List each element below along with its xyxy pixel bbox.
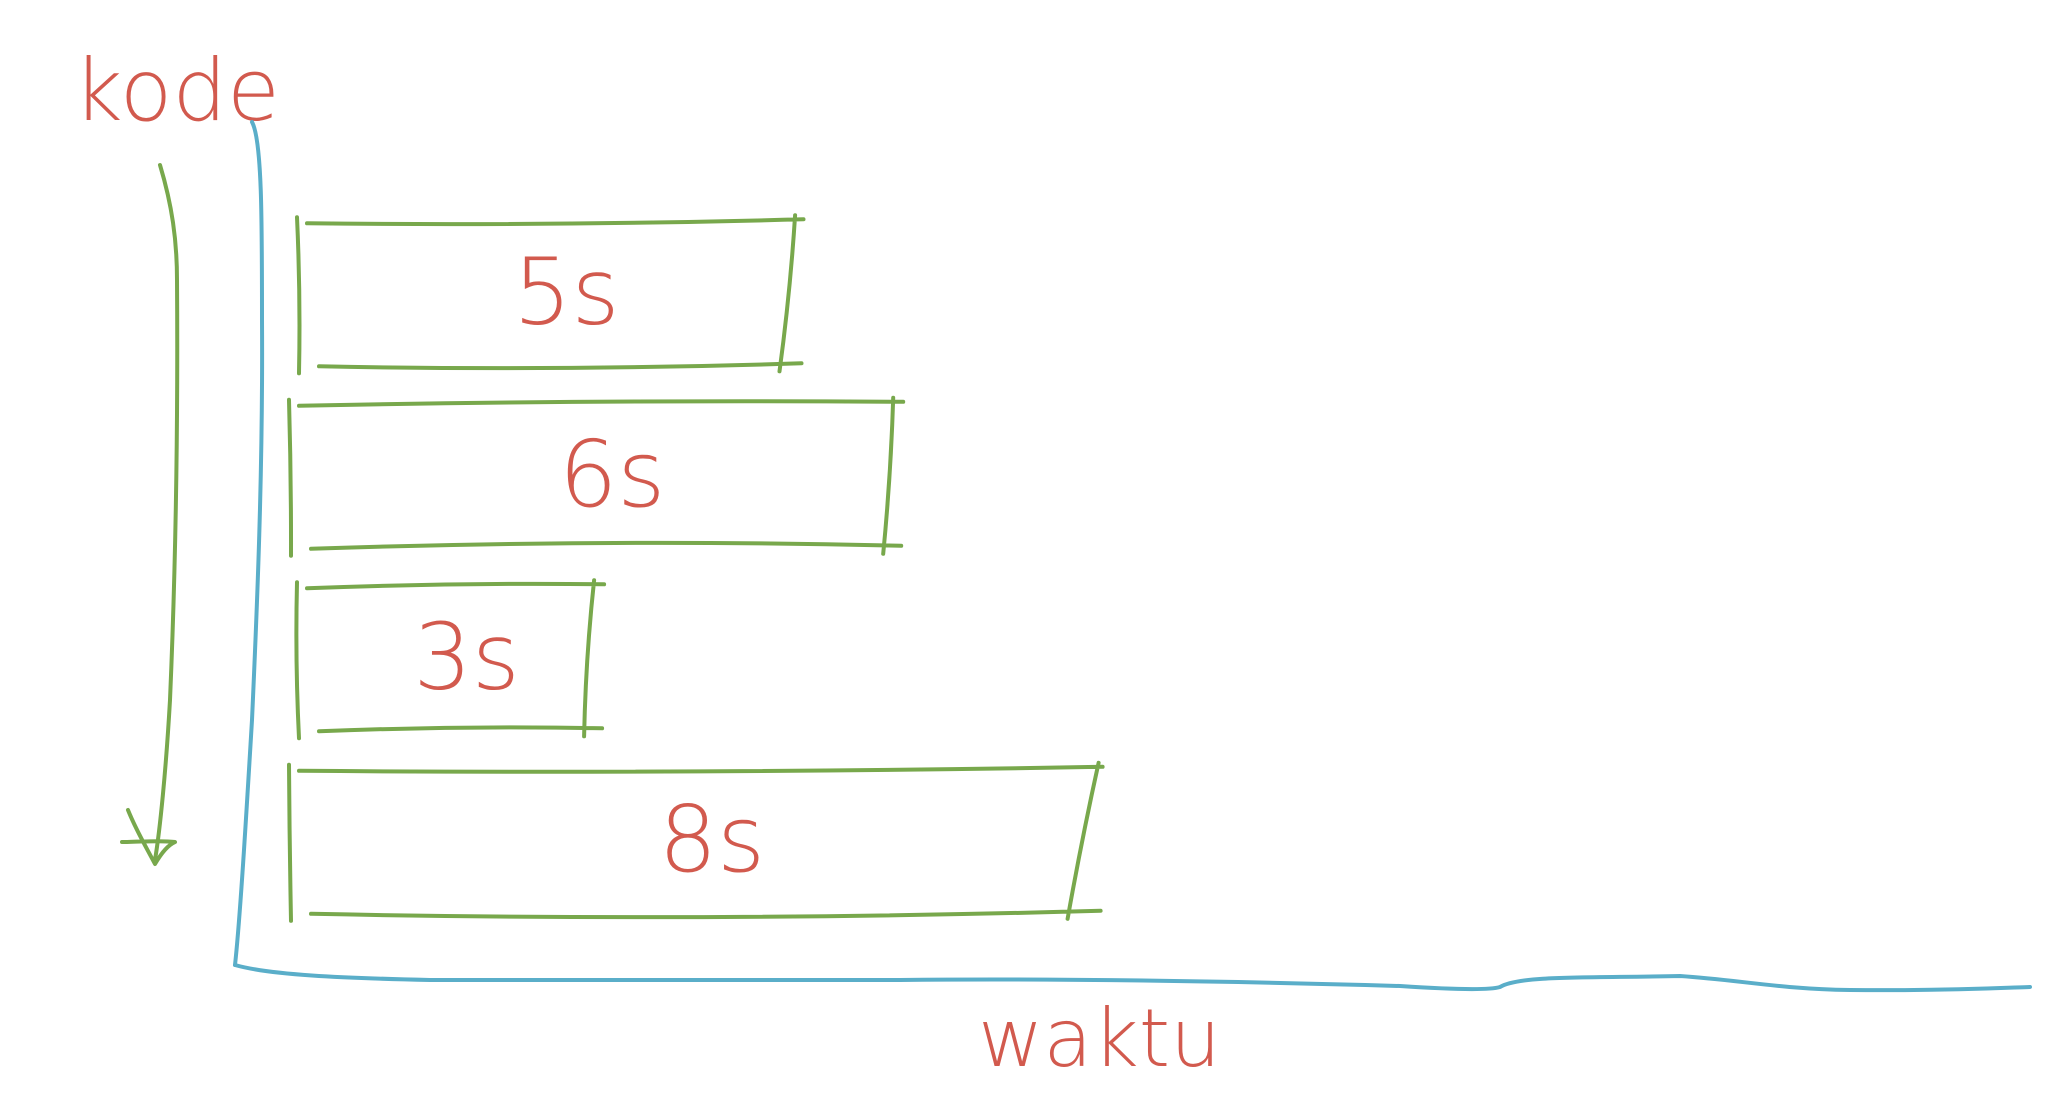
x-axis-label: waktu [978, 992, 1221, 1085]
y-axis-label: kode [73, 41, 280, 141]
bar-value-label: 3s [413, 603, 520, 711]
arrow-head-icon [122, 810, 175, 864]
y-axis-line [235, 122, 262, 965]
bars-layer [289, 215, 1103, 921]
x-axis-line [235, 965, 2030, 990]
y-direction-arrow [155, 165, 177, 860]
bar-value-label: 8s [658, 785, 766, 893]
bar-value-label: 6s [558, 420, 666, 528]
bar-value-label: 5s [513, 238, 620, 346]
